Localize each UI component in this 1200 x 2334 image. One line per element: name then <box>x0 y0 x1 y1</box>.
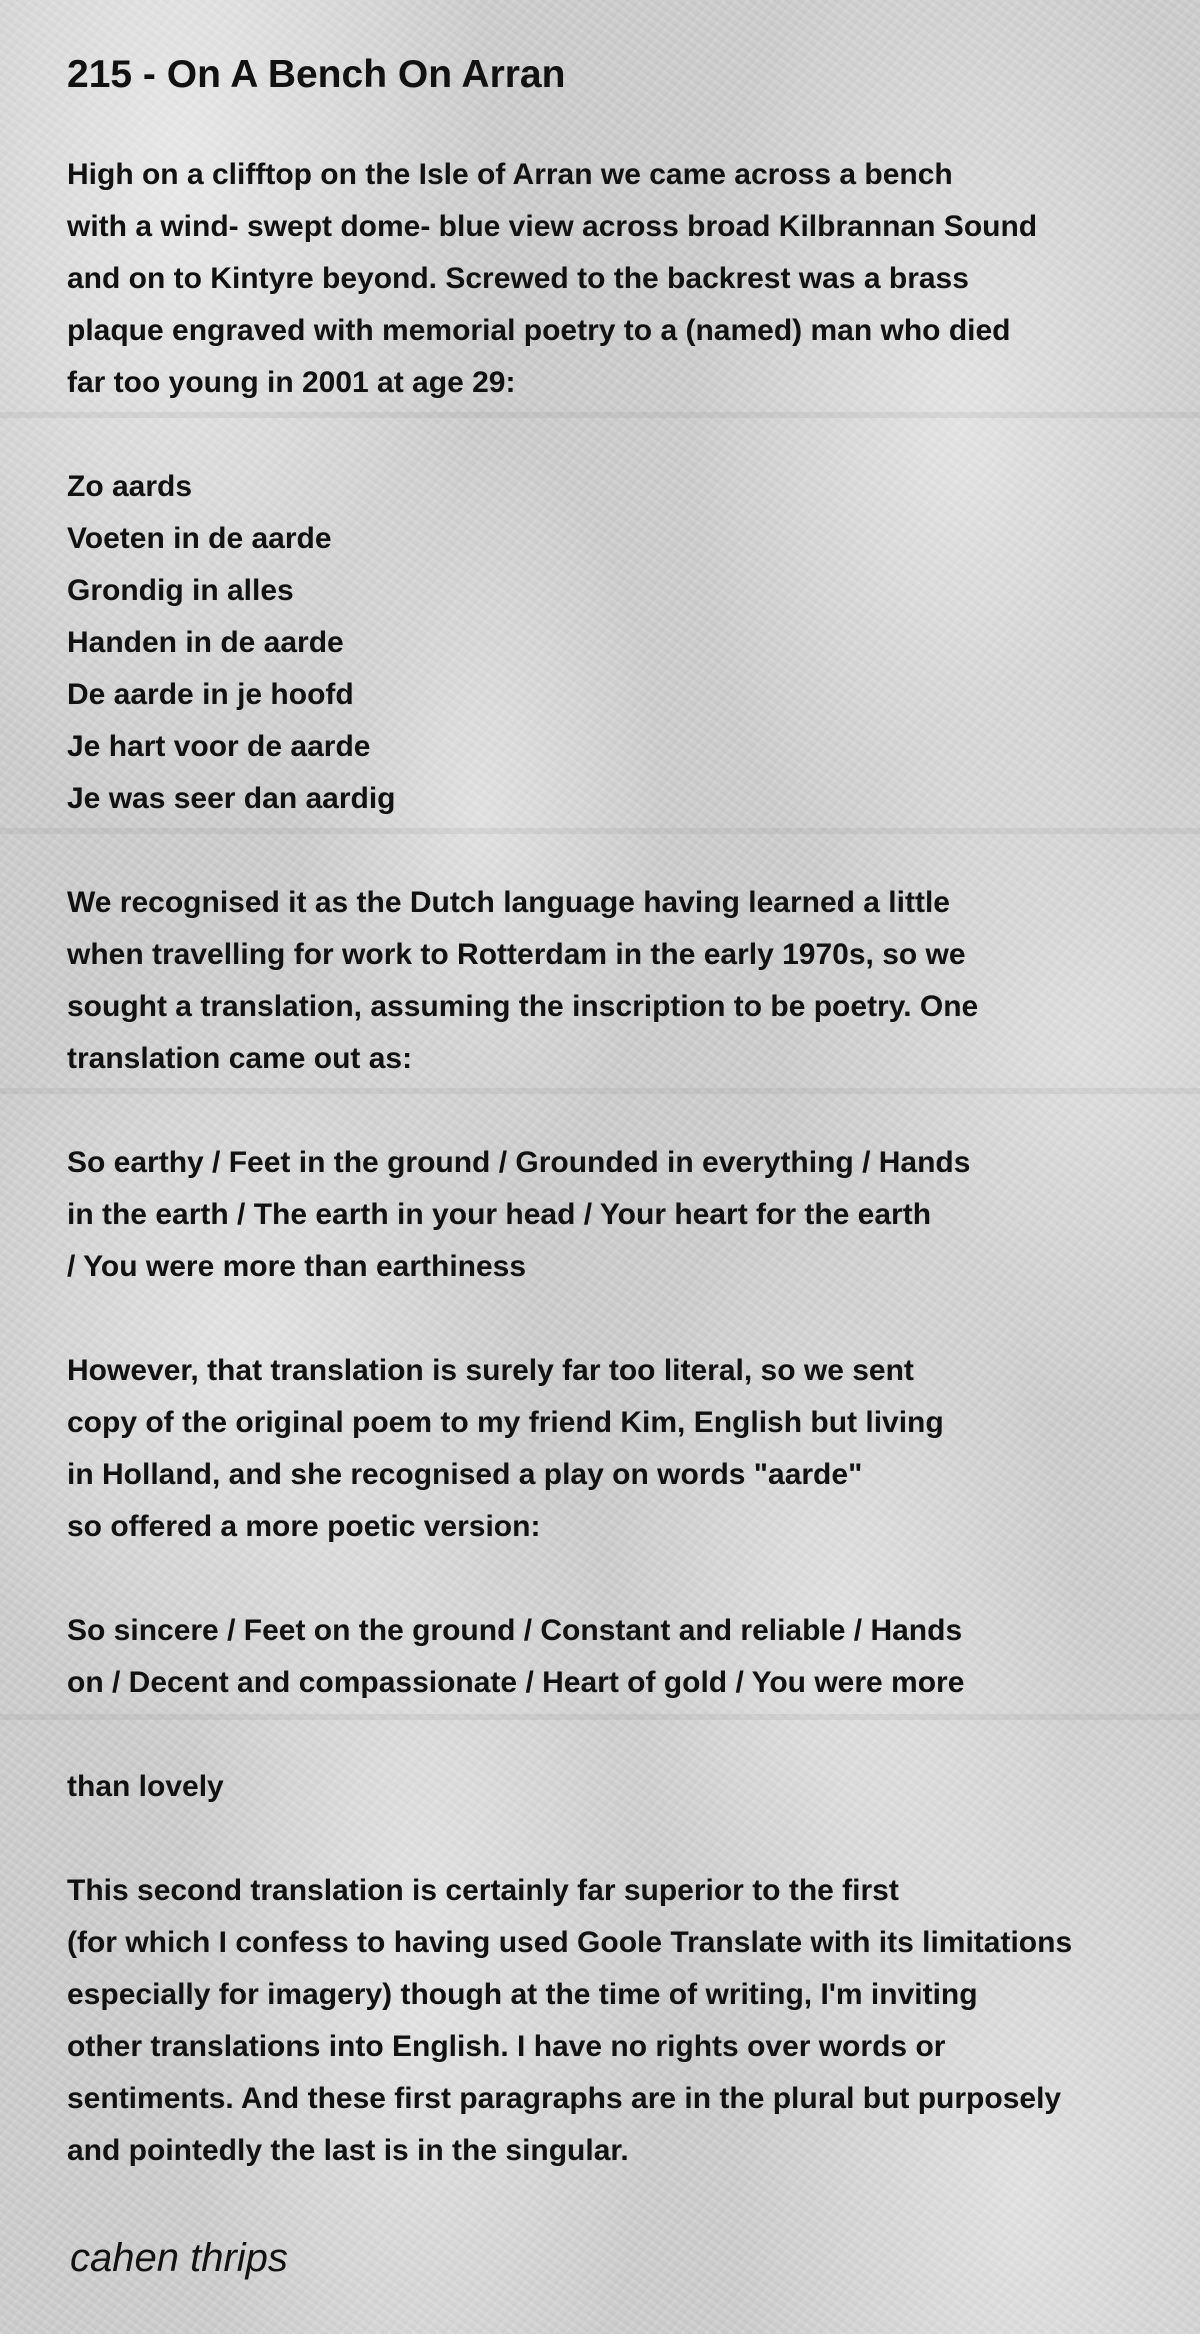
poem-line: in the earth / The earth in your head / Your heart for the earth <box>67 1198 932 1231</box>
poem-line: copy of the original poem to my friend Kim, English but living <box>67 1406 944 1439</box>
poem-line: So earthy / Feet in the ground / Grounded in everything / Hands <box>67 1146 971 1179</box>
poem-line: Grondig in alles <box>67 574 294 607</box>
poem-line: with a wind- swept dome- blue view across broad Kilbrannan Sound <box>67 210 1038 243</box>
poem-line: in Holland, and she recognised a play on words "aarde" <box>67 1458 863 1491</box>
poem-line: and on to Kintyre beyond. Screwed to the backrest was a brass <box>67 262 969 295</box>
stanza-break <box>67 825 1187 877</box>
poem-line: So sincere / Feet on the ground / Constant and reliable / Hands <box>67 1614 963 1647</box>
poem-line: We recognised it as the Dutch language having learned a little <box>67 886 950 919</box>
poem-title: 215 - On A Bench On Arran <box>67 53 566 96</box>
poem-author: cahen thrips <box>70 2236 288 2280</box>
poem-line: on / Decent and compassionate / Heart of gold / You were more <box>67 1666 965 1699</box>
poem-line: translation came out as: <box>67 1042 413 1075</box>
stanza-break <box>67 1813 1187 1865</box>
poem-line: sentiments. And these first paragraphs are in the plural but purposely <box>67 2082 1062 2115</box>
poem-line: when travelling for work to Rotterdam in the early 1970s, so we <box>67 938 966 971</box>
poem-line: However, that translation is surely far too literal, so we sent <box>67 1354 914 1387</box>
poem-line: Zo aards <box>67 470 193 503</box>
poem-line: sought a translation, assuming the inscription to be poetry. One <box>67 990 979 1023</box>
poem-line: so offered a more poetic version: <box>67 1510 541 1543</box>
poem-line: Voeten in de aarde <box>67 522 332 555</box>
poem-line: Je hart voor de aarde <box>67 730 371 763</box>
poem-body <box>67 149 1187 2177</box>
poem-line: This second translation is certainly far superior to the first <box>67 1874 899 1907</box>
stanza-break <box>67 1709 1187 1761</box>
poem-line: than lovely <box>67 1770 224 1803</box>
poem-line: and pointedly the last is in the singular. <box>67 2134 629 2167</box>
poem-line: High on a clifftop on the Isle of Arran we came across a bench <box>67 158 953 191</box>
stanza-break <box>67 409 1187 461</box>
poem-line: Je was seer dan aardig <box>67 782 396 815</box>
poem-line: far too young in 2001 at age 29: <box>67 366 516 399</box>
poem-line: Handen in de aarde <box>67 626 344 659</box>
poem-line: especially for imagery) though at the time of writing, I'm inviting <box>67 1978 978 2011</box>
poem-line: plaque engraved with memorial poetry to a (named) man who died <box>67 314 1011 347</box>
stanza-break <box>67 1293 1187 1345</box>
poem-line: other translations into English. I have no rights over words or <box>67 2030 946 2063</box>
poem-line: / You were more than earthiness <box>67 1250 527 1283</box>
stanza-break <box>67 1553 1187 1605</box>
poem-line: De aarde in je hoofd <box>67 678 354 711</box>
poem-line: (for which I confess to having used Goole Translate with its limitations <box>67 1926 1073 1959</box>
stanza-break <box>67 1085 1187 1137</box>
